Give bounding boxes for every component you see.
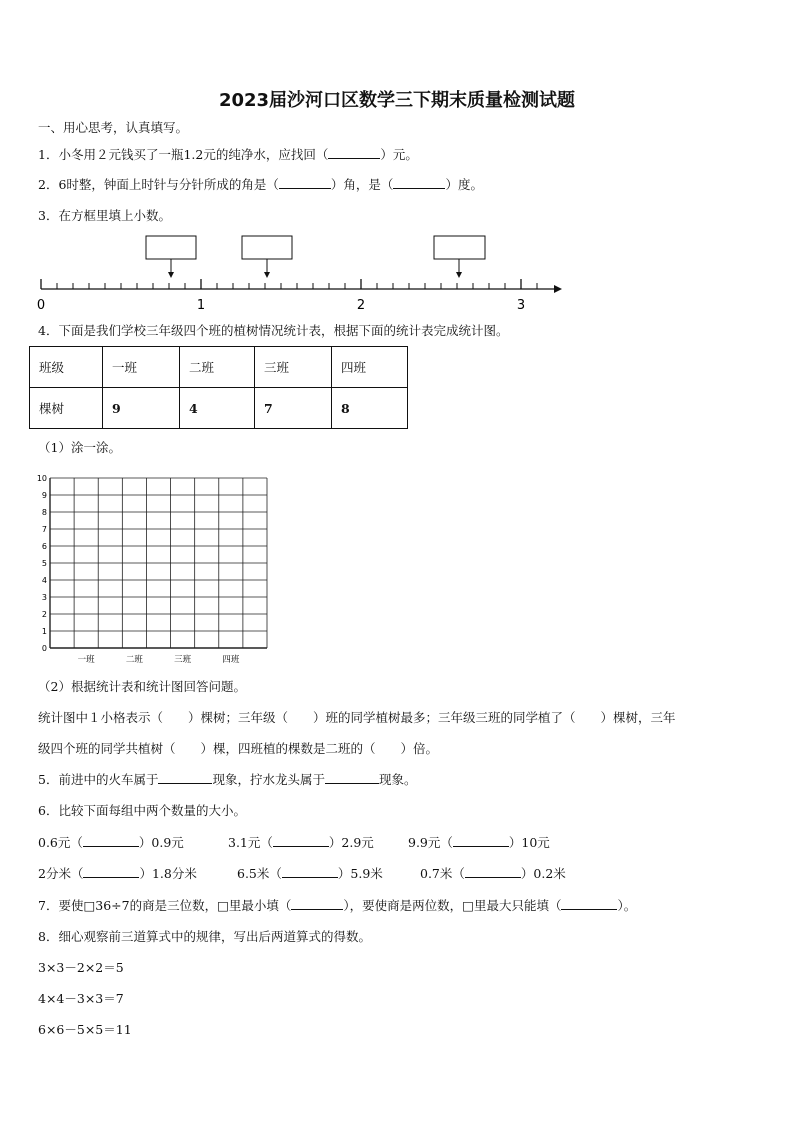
q7-text-c: ）。: [617, 898, 637, 913]
y-tick-label: 4: [41, 576, 47, 585]
q5-text-b: 现象，拧水龙头属于: [212, 772, 325, 787]
tree-table: [29, 346, 408, 429]
y-tick-label: 6: [41, 542, 47, 551]
answer-blank[interactable]: [279, 177, 331, 189]
answer-box[interactable]: [434, 236, 485, 259]
q5-text-c: 现象。: [378, 772, 417, 787]
arrowhead: [456, 272, 462, 278]
q6-left: 0.6元（: [38, 835, 83, 850]
y-tick-label: 1: [41, 627, 47, 636]
nl-label-1: 1: [196, 298, 206, 313]
q7-text-b: ），要使商是两位数，□里最大只能填（: [343, 898, 562, 913]
section-heading: 一、用心思考，认真填写。: [38, 120, 189, 135]
q1-text-a: 1．小冬用２元钱买了一瓶1.2元的纯净水，应找回（: [38, 147, 329, 162]
arrowhead: [264, 272, 270, 278]
question-2: [38, 177, 483, 193]
q6-right: ）2.9元: [328, 835, 374, 850]
x-tick-label: 三班: [174, 655, 192, 665]
answer-blank[interactable]: [273, 835, 329, 847]
table-row: [30, 388, 408, 429]
nl-label-3: 3: [516, 298, 526, 313]
q6-right: ）1.8分米: [139, 866, 197, 881]
q6-left: 2分米（: [38, 866, 84, 881]
q6-right: ）5.9米: [337, 866, 383, 881]
answer-box[interactable]: [146, 236, 196, 259]
answer-blank[interactable]: [328, 147, 380, 159]
table-cell: 7: [255, 388, 332, 429]
axis-arrowhead: [554, 285, 562, 293]
x-tick-label: 二班: [125, 655, 143, 665]
question-7: [38, 898, 636, 914]
q6-right: ）0.2米: [520, 866, 566, 881]
question-4-part-2: （2）根据统计表和统计图回答问题。: [38, 679, 246, 694]
number-line: [30, 230, 570, 314]
y-tick-label: 8: [41, 508, 47, 517]
equation: 3×3－2×2＝5: [38, 960, 124, 975]
answer-blank[interactable]: [453, 835, 509, 847]
q7-text-a: 7．要使□36÷7的商是三位数，□里最小填（: [38, 898, 292, 913]
table-cell: 班级: [30, 347, 103, 388]
answer-blank[interactable]: [393, 177, 445, 189]
q6-left: 9.9元（: [408, 835, 453, 850]
y-tick-label: 5: [41, 559, 47, 568]
question-3: 3．在方框里填上小数。: [38, 208, 171, 223]
page-title: 2023届沙河口区数学三下期末质量检测试题: [218, 90, 576, 111]
question-6: 6．比较下面每组中两个数量的大小。: [38, 803, 246, 818]
q5-text-a: 5．前进中的火车属于: [38, 772, 159, 787]
table-cell: 4: [180, 388, 255, 429]
y-tick-label: 0: [41, 644, 47, 653]
q6-left: 3.1元（: [228, 835, 273, 850]
nl-label-0: 0: [36, 298, 46, 313]
equation: 6×6－5×5＝11: [38, 1022, 132, 1037]
q6-right: ）0.9元: [138, 835, 184, 850]
bar-chart-grid[interactable]: [30, 470, 280, 670]
table-row: [30, 347, 408, 388]
table-cell: 一班: [103, 347, 180, 388]
tick-group: [41, 279, 537, 289]
table-cell: 三班: [255, 347, 332, 388]
table-cell: 9: [103, 388, 180, 429]
q6-left: 6.5米（: [237, 866, 282, 881]
answer-blank[interactable]: [83, 835, 139, 847]
q6-item: [420, 866, 566, 882]
q6-item: [38, 835, 184, 851]
answer-blank[interactable]: [561, 898, 617, 910]
y-tick-label: 3: [41, 593, 47, 602]
equation: 4×4－3×3＝7: [38, 991, 124, 1006]
y-tick-label: 2: [41, 610, 47, 619]
q6-item: [38, 866, 197, 882]
q6-item: [408, 835, 550, 851]
answer-box[interactable]: [242, 236, 292, 259]
y-tick-label: 10: [36, 474, 47, 483]
q2-text-b: ）角，是（: [330, 177, 394, 192]
question-1: [38, 147, 418, 163]
question-4-part-2-line-a: 统计图中１小格表示（ ）棵树；三年级（ ）班的同学植树最多；三年级三班的同学植了（ ）棵树，三年: [38, 710, 676, 725]
answer-blank[interactable]: [465, 866, 521, 878]
table-cell: 棵树: [30, 388, 103, 429]
y-tick-label: 7: [41, 525, 47, 534]
q6-right: ）10元: [508, 835, 550, 850]
x-tick-label: 一班: [77, 655, 95, 665]
table-cell: 四班: [332, 347, 408, 388]
x-tick-label: 四班: [222, 655, 240, 665]
question-4-part-1: （1）涂一涂。: [38, 440, 121, 455]
answer-blank[interactable]: [282, 866, 338, 878]
arrowhead: [168, 272, 174, 278]
q2-text-a: 2．6时整，钟面上时针与分针所成的角是（: [38, 177, 279, 192]
question-4-part-2-line-b: 级四个班的同学共植树（ ）棵，四班植的棵数是二班的（ ）倍。: [38, 741, 439, 756]
y-tick-label: 9: [41, 491, 47, 500]
table-cell: 二班: [180, 347, 255, 388]
q6-item: [237, 866, 383, 882]
q2-text-c: ）度。: [445, 177, 483, 192]
answer-blank[interactable]: [158, 772, 212, 784]
question-8: 8．细心观察前三道算式中的规律，写出后两道算式的得数。: [38, 929, 371, 944]
answer-blank[interactable]: [325, 772, 379, 784]
answer-blank[interactable]: [83, 866, 139, 878]
question-4: 4．下面是我们学校三年级四个班的植树情况统计表，根据下面的统计表完成统计图。: [38, 323, 509, 338]
q6-item: [228, 835, 374, 851]
nl-label-2: 2: [356, 298, 366, 313]
answer-blank[interactable]: [291, 898, 343, 910]
q6-left: 0.7米（: [420, 866, 465, 881]
table-cell: 8: [332, 388, 408, 429]
q1-text-b: ）元。: [380, 147, 418, 162]
question-5: [38, 772, 417, 788]
